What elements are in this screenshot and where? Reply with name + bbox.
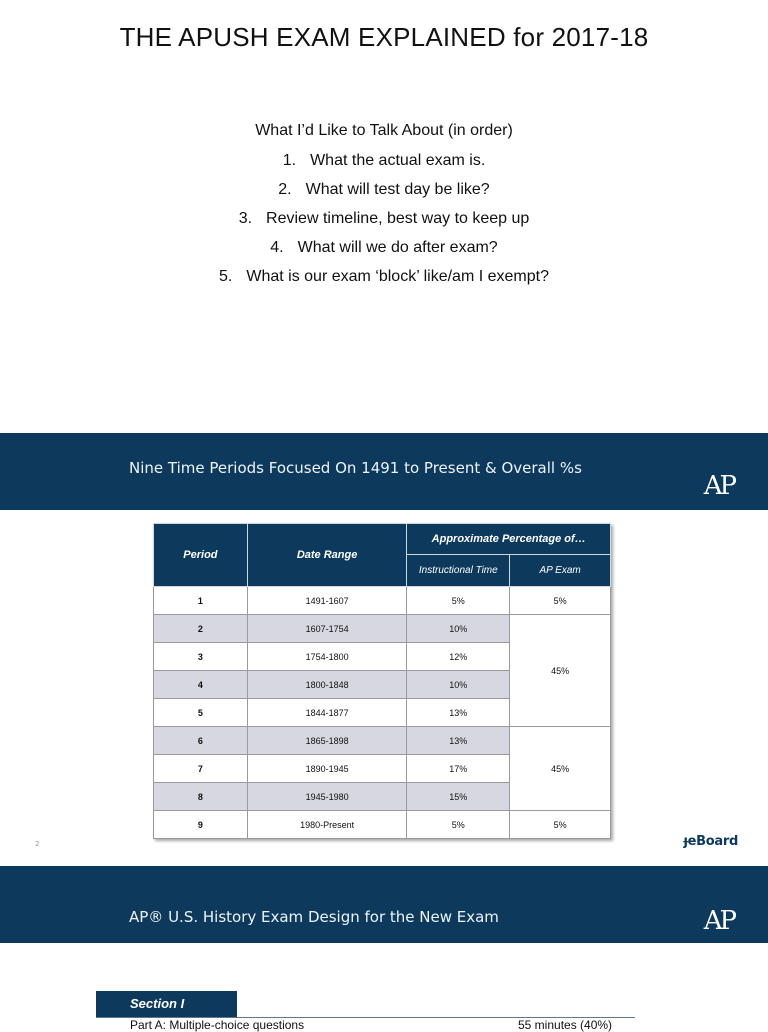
slide-3 — [0, 866, 768, 1032]
agenda-number: 3. — [238, 210, 253, 227]
table-row — [154, 615, 611, 643]
cell-period: 7 — [154, 755, 248, 783]
cell-period: 5 — [154, 699, 248, 727]
header-band — [0, 433, 768, 510]
agenda-heading: What I’d Like to Talk About (in order) — [255, 122, 513, 139]
table-row — [154, 811, 611, 839]
agenda-item — [0, 237, 768, 266]
cell-range: 1800-1848 — [247, 671, 407, 699]
header-instructional-time: Instructional Time — [407, 555, 510, 587]
table-row — [154, 587, 611, 615]
header-ap-exam: AP Exam — [510, 555, 611, 587]
slide-2 — [0, 433, 768, 866]
header-approx: Approximate Percentage of… — [407, 524, 611, 555]
cell-exam: 5% — [510, 811, 611, 839]
slide-title: THE APUSH EXAM EXPLAINED for 2017-18 — [119, 22, 649, 52]
cell-instr: 13% — [407, 727, 510, 755]
ap-logo: AP — [703, 471, 734, 501]
cell-exam: 5% — [510, 587, 611, 615]
agenda-text: What the actual exam is. — [310, 152, 486, 169]
cell-period: 1 — [154, 587, 248, 615]
agenda-text: What will we do after exam? — [297, 239, 498, 256]
period-table — [153, 523, 611, 839]
header-band — [0, 866, 768, 943]
agenda-text: Review timeline, best way to keep up — [266, 210, 530, 227]
cell-range: 1491-1607 — [247, 587, 407, 615]
cell-instr: 15% — [407, 783, 510, 811]
agenda-text: What will test day be like? — [305, 181, 490, 198]
cell-period: 3 — [154, 643, 248, 671]
agenda-item — [0, 179, 768, 208]
cell-period: 2 — [154, 615, 248, 643]
cell-range: 1607-1754 — [247, 615, 407, 643]
agenda-number: 2. — [278, 181, 292, 198]
cell-exam-group-b: 45% — [510, 727, 611, 811]
agenda-number: 4. — [270, 239, 284, 256]
agenda-item — [0, 150, 768, 179]
cell-period: 9 — [154, 811, 248, 839]
table-row — [154, 727, 611, 755]
cell-range: 1945-1980 — [247, 783, 407, 811]
collegeboard-logo: ɟeBoard — [683, 834, 738, 849]
agenda-item — [0, 208, 768, 237]
cell-instr: 17% — [407, 755, 510, 783]
cell-range: 1890-1945 — [247, 755, 407, 783]
ap-logo: AP — [703, 906, 734, 936]
slide-number: 2 — [35, 840, 40, 848]
cell-instr: 10% — [407, 615, 510, 643]
agenda-number: 5. — [219, 268, 233, 285]
section-label: Section I — [96, 991, 237, 1017]
cell-instr: 10% — [407, 671, 510, 699]
agenda-text: What is our exam ‘block’ like/am I exempt? — [246, 268, 549, 285]
cell-exam-group-a: 45% — [510, 615, 611, 727]
cell-range: 1865-1898 — [247, 727, 407, 755]
part-a-time: 55 minutes (40%) — [518, 1018, 613, 1032]
header-date-range: Date Range — [247, 524, 407, 587]
cell-instr: 5% — [407, 587, 510, 615]
band-title: Nine Time Periods Focused On 1491 to Present & Overall %s — [129, 459, 582, 477]
cell-instr: 12% — [407, 643, 510, 671]
agenda-list — [0, 150, 768, 295]
agenda-item — [0, 266, 768, 295]
cell-range: 1980-Present — [247, 811, 407, 839]
cell-range: 1754-1800 — [247, 643, 407, 671]
agenda-number: 1. — [282, 152, 297, 169]
band-title: AP® U.S. History Exam Design for the New Exam — [129, 908, 499, 926]
slide-1 — [0, 0, 768, 433]
cell-period: 8 — [154, 783, 248, 811]
part-a-label: Part A: Multiple-choice questions — [130, 1018, 305, 1032]
cell-range: 1844-1877 — [247, 699, 407, 727]
cell-instr: 5% — [407, 811, 510, 839]
cell-period: 6 — [154, 727, 248, 755]
header-period: Period — [154, 524, 248, 587]
cell-period: 4 — [154, 671, 248, 699]
cell-instr: 13% — [407, 699, 510, 727]
